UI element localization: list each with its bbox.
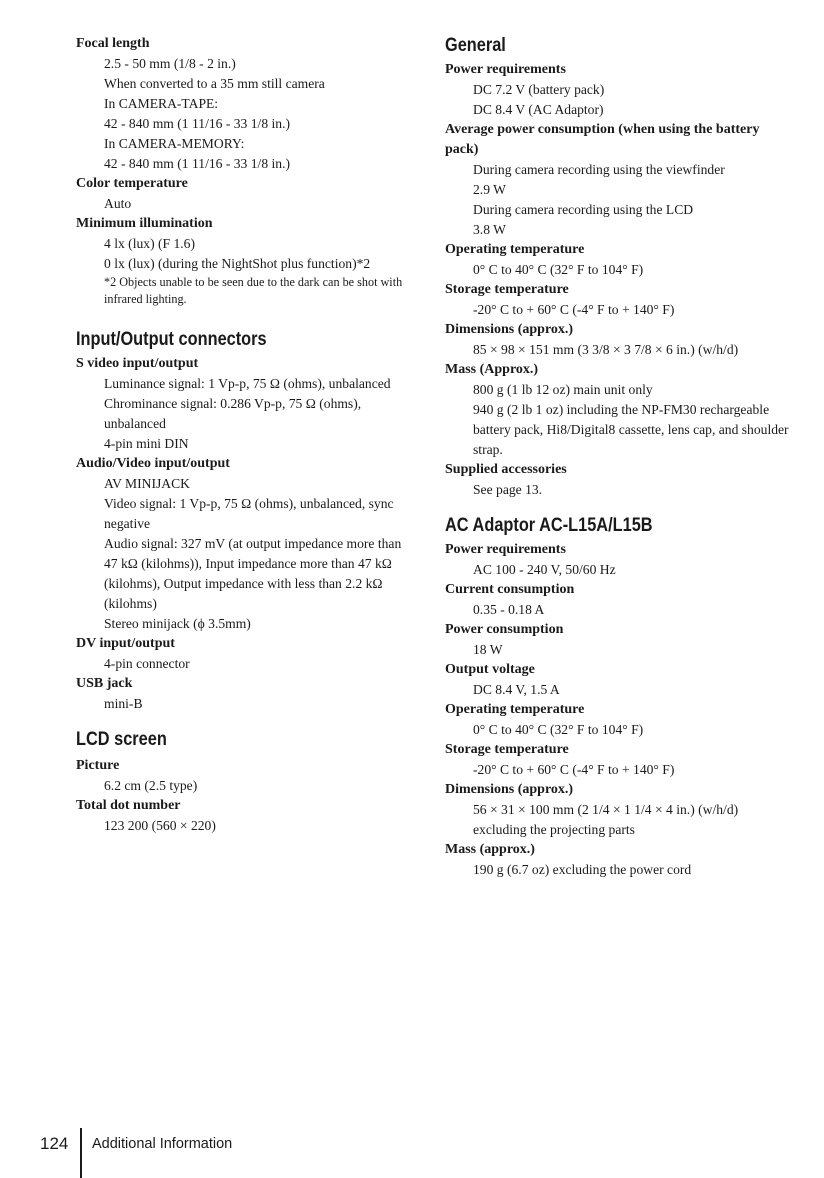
spec-picture — [76, 756, 416, 796]
spec-label: Power consumption — [445, 622, 564, 637]
spec-value: Luminance signal: 1 Vp-p, 75 Ω (ohms), unbalanced — [104, 376, 391, 391]
spec-total-dots — [76, 796, 416, 836]
spec-value: mini-B — [104, 696, 143, 711]
spec-focal-length — [76, 34, 416, 174]
spec-audio-video — [76, 454, 416, 634]
spec-ac-dimensions — [445, 780, 795, 840]
spec-ac-power-consumption — [445, 620, 795, 660]
spec-label: Mass (Approx.) — [445, 362, 539, 377]
spec-value: 3.8 W — [473, 222, 506, 237]
spec-label: Storage temperature — [445, 282, 569, 297]
spec-value: See page 13. — [473, 482, 543, 497]
spec-value: 0° C to 40° C (32° F to 104° F) — [473, 262, 644, 277]
spec-value: AC 100 - 240 V, 50/60 Hz — [473, 562, 616, 577]
spec-label: Picture — [76, 758, 120, 773]
spec-value: During camera recording using the viewfinder — [473, 162, 725, 177]
spec-label: Power requirements — [445, 542, 566, 557]
footnote — [76, 274, 416, 308]
spec-value: DC 8.4 V (AC Adaptor) — [473, 102, 604, 117]
spec-value: 56 × 31 × 100 mm (2 1/4 × 1 1/4 × 4 in.) (w/h/d) excluding the projecting parts — [473, 802, 739, 837]
spec-label: Minimum illumination — [76, 216, 213, 231]
spec-value: 42 - 840 mm (1 11/16 - 33 1/8 in.) — [104, 116, 291, 131]
spec-supplied-accessories — [445, 460, 795, 500]
spec-label: Dimensions (approx.) — [445, 782, 574, 797]
spec-value: 2.5 - 50 mm (1/8 - 2 in.) — [104, 56, 236, 71]
spec-ac-output-voltage — [445, 660, 795, 700]
spec-dimensions — [445, 320, 795, 360]
right-column — [445, 34, 795, 880]
spec-ac-current — [445, 580, 795, 620]
spec-value: 42 - 840 mm (1 11/16 - 33 1/8 in.) — [104, 156, 291, 171]
spec-ac-mass — [445, 840, 795, 880]
footer-divider — [80, 1128, 82, 1178]
spec-value: 18 W — [473, 642, 503, 657]
spec-label: Supplied accessories — [445, 462, 567, 477]
spec-value: 0.35 - 0.18 A — [473, 602, 545, 617]
spec-label: Audio/Video input/output — [76, 456, 230, 471]
spec-value: -20° C to + 60° C (-4° F to + 140° F) — [473, 302, 675, 317]
spec-storage-temperature — [445, 280, 795, 320]
spec-label: Current consumption — [445, 582, 575, 597]
spec-value: Stereo minijack (ϕ 3.5mm) — [104, 616, 251, 631]
spec-value: -20° C to + 60° C (-4° F to + 140° F) — [473, 762, 675, 777]
spec-label: Operating temperature — [445, 242, 585, 257]
section-heading-ac-adaptor: AC Adaptor AC-L15A/L15B — [445, 515, 653, 536]
spec-value: Video signal: 1 Vp-p, 75 Ω (ohms), unbalanced, sync negative — [104, 496, 394, 531]
spec-value: DC 7.2 V (battery pack) — [473, 82, 605, 97]
spec-label: Dimensions (approx.) — [445, 322, 574, 337]
spec-value: During camera recording using the LCD — [473, 202, 694, 217]
spec-value: 190 g (6.7 oz) excluding the power cord — [473, 862, 692, 877]
spec-value: 4-pin mini DIN — [104, 436, 189, 451]
spec-label: S video input/output — [76, 356, 199, 371]
spec-value: 0 lx (lux) (during the NightShot plus function)*2 — [104, 256, 371, 271]
spec-mass — [445, 360, 795, 460]
spec-minimum-illumination — [76, 214, 416, 308]
spec-color-temperature — [76, 174, 416, 214]
spec-s-video — [76, 354, 416, 454]
spec-label: Power requirements — [445, 62, 566, 77]
spec-value: 940 g (2 lb 1 oz) including the NP-FM30 rechargeable battery pack, Hi8/Digital8 cassette, lens cap, and shoulder strap. — [473, 402, 789, 457]
spec-value: In CAMERA-TAPE: — [104, 96, 219, 111]
spec-average-power — [445, 120, 795, 240]
section-heading-lcd: LCD screen — [76, 729, 167, 750]
section-heading-general: General — [445, 35, 506, 56]
spec-ac-storage-temperature — [445, 740, 795, 780]
spec-ac-operating-temperature — [445, 700, 795, 740]
spec-power-requirements — [445, 60, 795, 120]
footnote-text: Objects unable to be seen due to the dark can be shot with infrared lighting. — [104, 275, 403, 306]
spec-value: 0° C to 40° C (32° F to 104° F) — [473, 722, 644, 737]
spec-usb — [76, 674, 416, 714]
spec-value: 123 200 (560 × 220) — [104, 818, 216, 833]
spec-label: USB jack — [76, 676, 133, 691]
spec-label: Output voltage — [445, 662, 535, 677]
spec-value: AV MINIJACK — [104, 476, 190, 491]
spec-value: DC 8.4 V, 1.5 A — [473, 682, 560, 697]
spec-value: Auto — [104, 196, 132, 211]
footer-section-title: Additional Information — [92, 1136, 233, 1152]
spec-ac-power-requirements — [445, 540, 795, 580]
spec-value: In CAMERA-MEMORY: — [104, 136, 245, 151]
spec-label: DV input/output — [76, 636, 175, 651]
spec-label: Mass (approx.) — [445, 842, 535, 857]
spec-dv — [76, 634, 416, 674]
spec-value: 800 g (1 lb 12 oz) main unit only — [473, 382, 653, 397]
footnote-mark: *2 — [104, 275, 117, 289]
page-number: 124 — [40, 1134, 69, 1153]
spec-label: Average power consumption (when using the battery pack) — [445, 122, 760, 157]
spec-label: Color temperature — [76, 176, 188, 191]
section-heading-io: Input/Output connectors — [76, 329, 267, 350]
spec-operating-temperature — [445, 240, 795, 280]
spec-value: 85 × 98 × 151 mm (3 3/8 × 3 7/8 × 6 in.) (w/h/d) — [473, 342, 739, 357]
spec-value: 2.9 W — [473, 182, 506, 197]
spec-value: 4 lx (lux) (F 1.6) — [104, 236, 195, 251]
spec-value: 6.2 cm (2.5 type) — [104, 778, 198, 793]
spec-value: When converted to a 35 mm still camera — [104, 76, 325, 91]
spec-value: Audio signal: 327 mV (at output impedance more than 47 kΩ (kilohms)), Input impedance more than 47 kΩ (kilohms), Output impedance with less than 2.2 kΩ (kilohms) — [104, 536, 402, 611]
spec-value: 4-pin connector — [104, 656, 190, 671]
spec-value: Chrominance signal: 0.286 Vp-p, 75 Ω (ohms), unbalanced — [104, 396, 362, 431]
spec-label: Storage temperature — [445, 742, 569, 757]
spec-label: Focal length — [76, 36, 150, 51]
left-column — [76, 34, 416, 836]
spec-label: Operating temperature — [445, 702, 585, 717]
spec-label: Total dot number — [76, 798, 181, 813]
